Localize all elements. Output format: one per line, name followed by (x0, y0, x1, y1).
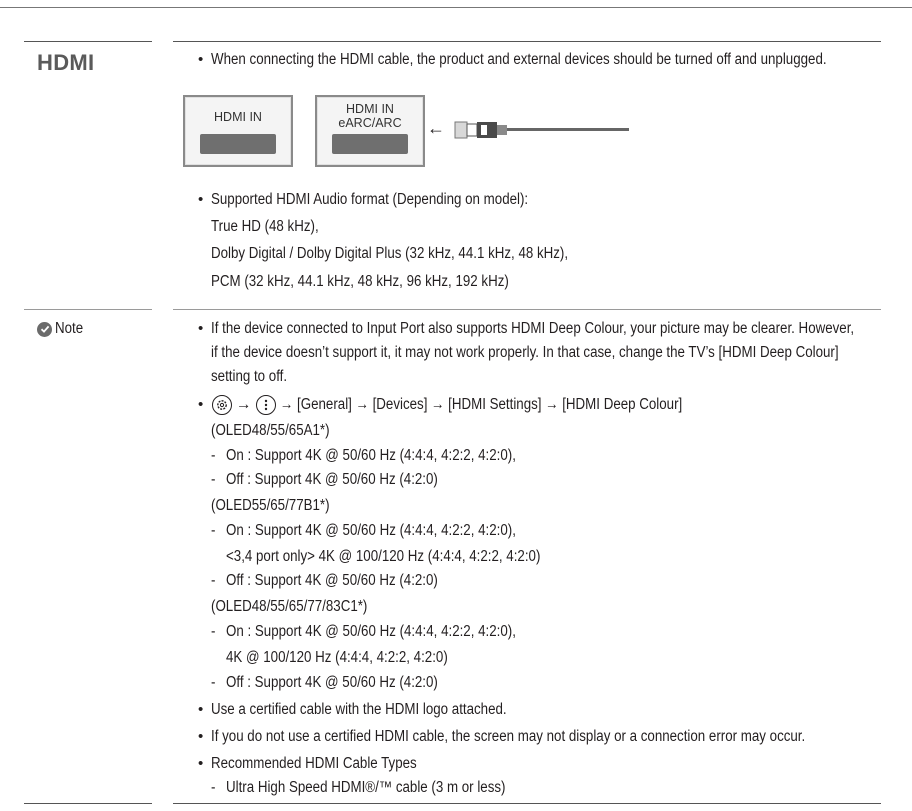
no-certified-note: If you do not use a certified HDMI cable, the screen may not display or a connection error may occur. (211, 728, 806, 745)
hdmi-in-label: HDMI IN (214, 110, 262, 124)
menu-path (211, 394, 747, 416)
bullet: • (198, 51, 204, 68)
note-rule-left (24, 309, 152, 310)
bullet: • (198, 755, 204, 772)
note-label-text: Note (55, 320, 84, 337)
certified-cable-note: Use a certified cable with the HDMI logo attached. (211, 701, 507, 718)
model-b1-name: (OLED55/65/77B1*) (211, 497, 330, 514)
deep-colour-line-2: if the device doesn’t support it, it may not work properly. In that case, change the TV’s [HDMI Deep Colour] (211, 344, 839, 361)
model-b1-off: Off : Support 4K @ 50/60 Hz (4:2:0) (226, 572, 438, 589)
hdmi-earc-port (315, 95, 425, 167)
recommended-item: Ultra High Speed HDMI®/™ cable (3 m or less) (226, 779, 506, 796)
model-a1-name: (OLED48/55/65A1*) (211, 422, 330, 439)
bullet: • (198, 728, 204, 745)
note-label (37, 320, 88, 338)
audio-format-truehd: True HD (48 kHz), (211, 218, 319, 235)
model-a1-off: Off : Support 4K @ 50/60 Hz (4:2:0) (226, 471, 438, 488)
bullet: • (198, 191, 204, 208)
hdmi-earc-label-line2: eARC/ARC (338, 116, 402, 130)
model-b1-dash: - (211, 522, 216, 539)
model-c1-off: Off : Support 4K @ 50/60 Hz (4:2:0) (226, 674, 438, 691)
menu-arrow: → (236, 396, 252, 413)
deep-colour-line-1: If the device connected to Input Port also supports HDMI Deep Colour, your picture may be clearer. However, (211, 320, 855, 337)
settings-gear-icon (212, 395, 232, 415)
bullet: • (198, 396, 204, 413)
model-b1-dash: - (211, 572, 216, 589)
model-c1-dash: - (211, 623, 216, 640)
model-c1-120hz: 4K @ 100/120 Hz (4:4:4, 4:2:2, 4:2:0) (226, 649, 448, 666)
section-title: HDMI (37, 50, 95, 75)
model-a1-dash: - (211, 447, 216, 464)
audio-format-dolby: Dolby Digital / Dolby Digital Plus (32 kHz, 44.1 kHz, 48 kHz), (211, 245, 569, 262)
audio-heading: Supported HDMI Audio format (Depending on model): (211, 191, 529, 208)
model-c1-dash: - (211, 674, 216, 691)
audio-format-pcm: PCM (32 kHz, 44.1 kHz, 48 kHz, 96 kHz, 192 kHz) (211, 273, 509, 290)
model-b1-on: On : Support 4K @ 50/60 Hz (4:4:4, 4:2:2, 4:2:0), (226, 522, 516, 539)
check-circle-icon (37, 322, 52, 337)
model-c1-on: On : Support 4K @ 50/60 Hz (4:4:4, 4:2:2, 4:2:0), (226, 623, 516, 640)
section-rule-left (24, 41, 152, 42)
hdmi-slot-icon (332, 134, 408, 154)
model-b1-port-only: <3,4 port only> 4K @ 100/120 Hz (4:4:4, 4:2:2, 4:2:0) (226, 548, 541, 565)
connect-note: When connecting the HDMI cable, the product and external devices should be turned off and unplugged. (211, 51, 827, 68)
note-rule-right (173, 309, 881, 310)
more-vertical-icon (256, 395, 276, 415)
hdmi-slot-icon (200, 134, 276, 154)
bottom-rule-left (24, 803, 152, 804)
connect-arrow-icon: ← (427, 118, 445, 138)
menu-path-text: → [General] → [Devices] → [HDMI Settings] → [HDMI Deep Colour] (279, 396, 682, 413)
hdmi-cable-icon (453, 119, 633, 141)
bullet: • (198, 320, 204, 337)
model-c1-name: (OLED48/55/65/77/83C1*) (211, 598, 368, 615)
bottom-rule-right (173, 803, 881, 804)
recommended-heading: Recommended HDMI Cable Types (211, 755, 417, 772)
hdmi-in-port (183, 95, 293, 167)
deep-colour-line-3: setting to off. (211, 368, 288, 385)
recommended-dash: - (211, 779, 216, 796)
top-rule (0, 7, 912, 8)
model-a1-on: On : Support 4K @ 50/60 Hz (4:4:4, 4:2:2, 4:2:0), (226, 447, 516, 464)
model-a1-dash: - (211, 471, 216, 488)
hdmi-earc-label-line1: HDMI IN (346, 102, 394, 116)
section-rule-right (173, 41, 881, 42)
bullet: • (198, 701, 204, 718)
